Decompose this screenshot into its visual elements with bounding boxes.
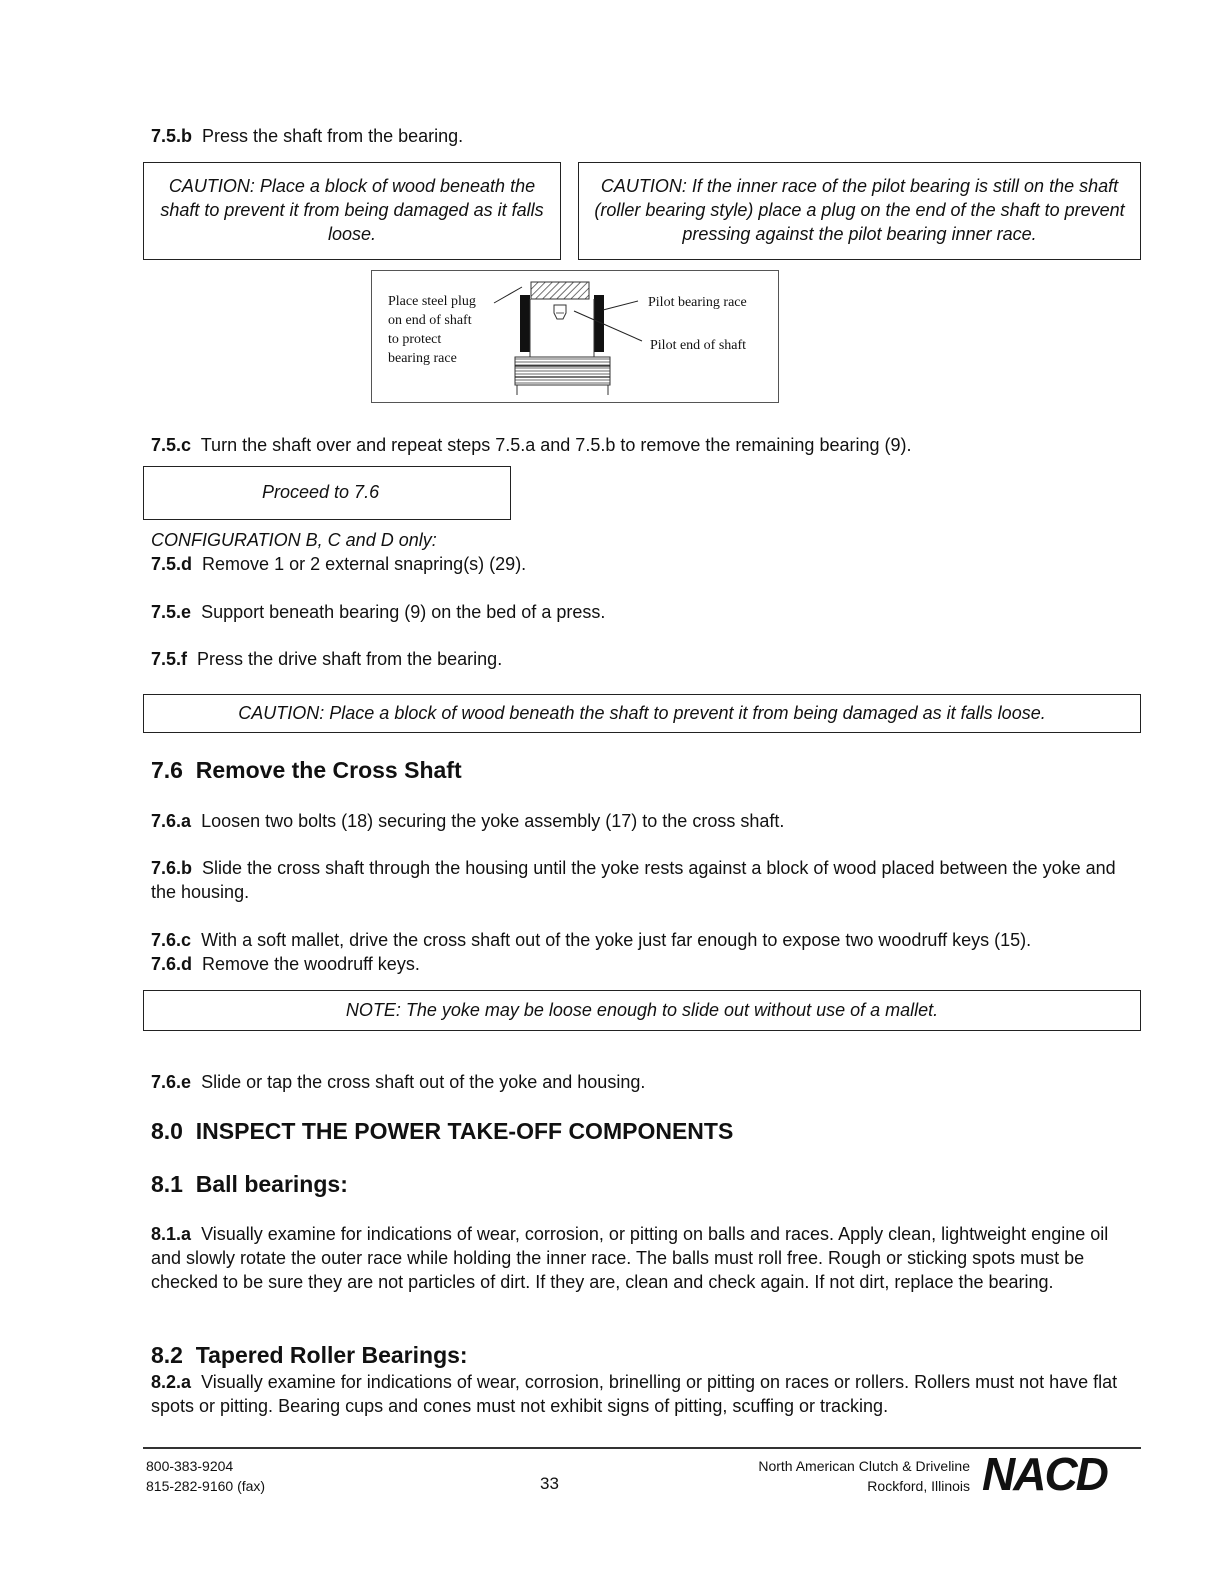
heading-text: INSPECT THE POWER TAKE-OFF COMPONENTS: [195, 1118, 734, 1144]
note-box: [143, 990, 1141, 1031]
bearing-race-left: [520, 295, 530, 352]
step-number: 8.1.a: [151, 1224, 192, 1244]
step-7-5-c: [151, 433, 912, 457]
step-7-5-e: [151, 600, 605, 624]
footer-city: Rockford, Illinois: [867, 1478, 970, 1494]
step-text: Turn the shaft over and repeat steps 7.5.a and 7.5.b to remove the remaining bearing (9).: [200, 435, 912, 455]
step-7-5-b: [151, 124, 463, 148]
footer-company: North American Clutch & Driveline: [758, 1458, 970, 1474]
page-number: 33: [540, 1474, 559, 1493]
press-ram: [531, 282, 589, 299]
step-number: 7.6.e: [151, 1072, 192, 1092]
step-7-6-d: [151, 952, 420, 976]
label-line: Place steel plug: [388, 294, 476, 309]
step-7-6-b: [151, 856, 1131, 904]
step-text: Press the drive shaft from the bearing.: [197, 649, 503, 669]
caution-text: CAUTION: Place a block of wood beneath the shaft to prevent it from being damaged as it falls loose.: [238, 703, 1046, 723]
step-text: Press the shaft from the bearing.: [202, 126, 464, 146]
heading-number: 8.1: [151, 1171, 183, 1197]
heading-number: 8.0: [151, 1118, 183, 1144]
proceed-text: Proceed to 7.6: [262, 482, 380, 502]
step-number: 7.6.c: [151, 930, 192, 950]
label-line: bearing race: [388, 351, 457, 366]
bearing-press-illustration: [372, 271, 778, 402]
caution-text: CAUTION: If the inner race of the pilot bearing is still on the shaft (roller bearing style) place a plug on the end of the shaft to prevent pressing against the pilot bearing inner race.: [594, 176, 1125, 244]
heading-8-2: [151, 1341, 468, 1369]
leader-line: [574, 311, 642, 341]
step-7-6-c: [151, 928, 1151, 952]
heading-7-6: [151, 756, 462, 784]
step-text: With a soft mallet, drive the cross shaft out of the yoke just far enough to expose two woodruff keys (15).: [201, 930, 1032, 950]
step-8-2-a: [151, 1370, 1136, 1418]
caution-box-full: [143, 694, 1141, 733]
footer-phone: 800-383-9204: [146, 1458, 234, 1474]
note-text: NOTE: The yoke may be loose enough to slide out without use of a mallet.: [345, 1000, 939, 1020]
heading-8-1: [151, 1170, 348, 1198]
heading-text: Ball bearings:: [195, 1171, 348, 1197]
leader-line: [603, 301, 638, 310]
heading-number: 8.2: [151, 1342, 183, 1368]
step-text: Support beneath bearing (9) on the bed of a press.: [201, 602, 606, 622]
bearing-block: [515, 357, 610, 385]
heading-text: Remove the Cross Shaft: [195, 757, 462, 783]
nacd-logo: NACD: [982, 1448, 1107, 1500]
step-text: Visually examine for indications of wear, corrosion, or pitting on balls and races. Apply clean, lightweight engine oil and slowly rotate the outer race while holding the inner race. The balls must roll free. Rough or sticking spots must be checked to be sure they are not particles of dirt. If they are, clean and check again. If not dirt, replace the bearing.: [151, 1224, 1109, 1292]
leader-line: [494, 287, 522, 303]
figure-label-pilot-bearing-race: Pilot bearing race: [648, 295, 747, 310]
heading-8-0: [151, 1117, 733, 1145]
step-number: 7.6.d: [151, 954, 193, 974]
caution-box-wood: [143, 162, 561, 260]
configuration-note: CONFIGURATION B, C and D only:: [151, 530, 437, 550]
figure-pilot-bearing: [371, 270, 779, 403]
proceed-box: [143, 466, 511, 520]
step-number: 7.6.b: [151, 858, 193, 878]
figure-label-pilot-end-of-shaft: Pilot end of shaft: [650, 338, 747, 353]
label-line: on end of shaft: [388, 313, 472, 328]
label-line: to protect: [388, 332, 442, 347]
step-number: 7.5.f: [151, 649, 188, 669]
step-number: 7.5.b: [151, 126, 193, 146]
step-7-5-d: [151, 552, 526, 576]
step-7-6-e: [151, 1070, 645, 1094]
step-number: 7.5.e: [151, 602, 192, 622]
steel-plug: [554, 305, 566, 319]
step-text: Visually examine for indications of wear, corrosion, brinelling or pitting on races or rollers. Rollers must not have flat spots or pitting. Bearing cups and cones must not exhibit signs of pitting, scuffing or tracking.: [151, 1372, 1118, 1416]
step-text: Remove the woodruff keys.: [202, 954, 420, 974]
step-number: 7.5.d: [151, 554, 193, 574]
step-number: 7.5.c: [151, 435, 192, 455]
heading-text: Tapered Roller Bearings:: [195, 1342, 468, 1368]
step-text: Remove 1 or 2 external snapring(s) (29).: [202, 554, 527, 574]
footer-fax: 815-282-9160 (fax): [146, 1478, 266, 1494]
step-text: Loosen two bolts (18) securing the yoke assembly (17) to the cross shaft.: [201, 811, 785, 831]
heading-number: 7.6: [151, 757, 183, 783]
step-text: Slide the cross shaft through the housing until the yoke rests against a block of wood placed between the yoke and the housing.: [151, 858, 1116, 902]
caution-box-plug: [578, 162, 1141, 260]
step-7-6-a: [151, 809, 784, 833]
step-text: Slide or tap the cross shaft out of the yoke and housing.: [201, 1072, 646, 1092]
caution-text: CAUTION: Place a block of wood beneath the shaft to prevent it from being damaged as it falls loose.: [160, 176, 544, 244]
step-number: 7.6.a: [151, 811, 192, 831]
step-number: 8.2.a: [151, 1372, 192, 1392]
step-7-5-f: [151, 647, 502, 671]
step-8-1-a: [151, 1222, 1136, 1294]
